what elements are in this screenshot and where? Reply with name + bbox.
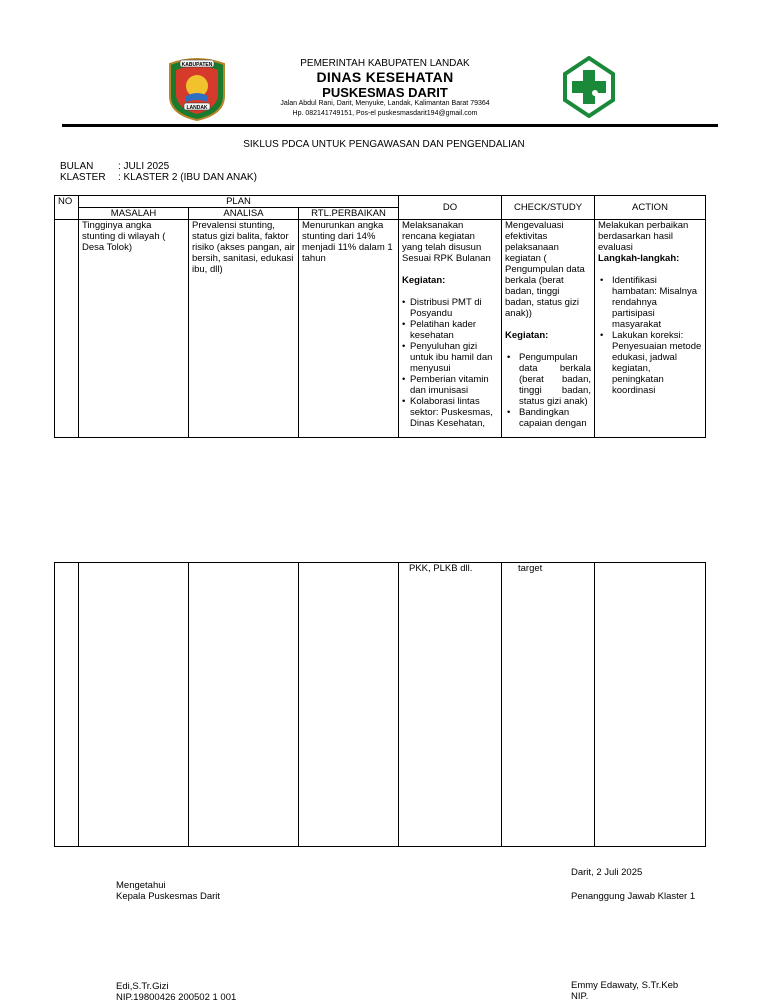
header-action: ACTION	[595, 196, 706, 220]
header-department: DINAS KESEHATAN	[316, 69, 454, 85]
header-check: CHECK/STUDY	[502, 196, 595, 220]
do-intro: Melaksanakan rencana kegiatan yang telah disusun Sesuai RPK Bulanan	[402, 220, 491, 264]
pdca-table	[54, 195, 706, 438]
klaster-label: KLASTER	[60, 172, 106, 183]
header-analisa: ANALISA	[189, 208, 299, 220]
list-item: • Lakukan koreksi: Penyesuaian metode edukasi, jadwal kegiatan, peningkatan koordinasi	[612, 330, 702, 396]
header-address: Jalan Abdul Rani, Darit, Menyuke, Landak, Kalimantan Barat 79364	[280, 100, 490, 107]
list-item: • Pengumpulan data berkala (berat badan, tinggi badan, status gizi anak)	[519, 352, 591, 407]
header-no: NO	[55, 196, 79, 220]
pdca-table-continuation	[54, 562, 706, 847]
bulan-value: : JULI 2025	[118, 161, 170, 172]
check-intro: Mengevaluasi efektivitas pelaksanaan kegiatan ( Pengumpulan data berkala (berat badan, tinggi badan, status gizi anak))	[505, 220, 585, 319]
cell-check-continued: target	[502, 563, 595, 847]
list-item: • Bandingkan capaian dengan	[519, 407, 591, 429]
table-row	[55, 220, 706, 438]
list-item: • Pelatihan kader kesehatan	[410, 319, 498, 341]
header-rtl: RTL.PERBAIKAN	[299, 208, 399, 220]
puskesmas-cross-logo	[562, 56, 616, 118]
cell-check	[502, 220, 595, 438]
list-item: • Kolaborasi lintas sektor: Puskesmas, Dinas Kesehatan,	[410, 396, 498, 429]
list-item: • Distribusi PMT di Posyandu	[410, 297, 498, 319]
cell-no	[55, 563, 79, 847]
cell-masalah: Tingginya angka stunting di wilayah ( Desa Tolok)	[79, 220, 189, 438]
header-government: PEMERINTAH KABUPATEN LANDAK	[300, 58, 470, 69]
klaster-value: : KLASTER 2 (IBU DAN ANAK)	[118, 172, 257, 183]
list-item: • Penyuluhan gizi untuk ibu hamil dan menyusui	[410, 341, 498, 374]
svg-text:LANDAK: LANDAK	[186, 105, 208, 111]
signature-left-nip: NIP.19800426 200502 1 001	[116, 992, 237, 1003]
cell-no	[55, 220, 79, 438]
cell-action	[595, 220, 706, 438]
document-title: SIKLUS PDCA UNTUK PENGAWASAN DAN PENGENDALIAN	[243, 139, 525, 150]
header-do: DO	[399, 196, 502, 220]
list-item: • Pemberian vitamin dan imunisasi	[410, 374, 498, 396]
header-masalah: MASALAH	[79, 208, 189, 220]
signature-left-line2: Kepala Puskesmas Darit	[116, 891, 221, 902]
action-list	[598, 275, 702, 396]
do-kegiatan-label: Kegiatan:	[402, 275, 446, 286]
header-divider	[62, 124, 718, 127]
check-list	[505, 352, 591, 429]
signature-left-line1: Mengetahui	[116, 880, 166, 891]
signature-date: Darit, 2 Juli 2025	[571, 867, 643, 878]
list-item: • Identifikasi hambatan: Misalnya rendahnya partisipasi masyarakat	[612, 275, 702, 330]
cell-analisa	[189, 563, 299, 847]
signature-left-name: Edi,S.Tr.Gizi	[116, 981, 169, 992]
cell-masalah	[79, 563, 189, 847]
action-steps-label: Langkah-langkah:	[598, 253, 680, 264]
svg-text:KABUPATEN: KABUPATEN	[181, 62, 213, 68]
signature-right-title: Penanggung Jawab Klaster 1	[571, 891, 696, 902]
signature-right-nip: NIP.	[571, 991, 589, 1002]
check-kegiatan-label: Kegiatan:	[505, 330, 549, 341]
cell-do-continued: PKK, PLKB dll.	[399, 563, 502, 847]
cell-do	[399, 220, 502, 438]
cell-rtl: Menurunkan angka stunting dari 14% menjadi 11% dalam 1 tahun	[299, 220, 399, 438]
bulan-label: BULAN	[60, 161, 94, 172]
header-plan: PLAN	[79, 196, 399, 208]
cell-rtl	[299, 563, 399, 847]
action-intro: Melakukan perbaikan berdasarkan hasil evaluasi	[598, 220, 689, 253]
kabupaten-landak-logo	[166, 56, 228, 122]
table-row	[55, 563, 706, 847]
cell-action	[595, 563, 706, 847]
cell-analisa: Prevalensi stunting, status gizi balita, faktor risiko (akses pangan, air bersih, sanitasi, edukasi ibu, dll)	[189, 220, 299, 438]
do-list	[402, 297, 498, 429]
header-contact: Hp. 082141749151, Pos-el puskesmasdarit194@gmail.com	[292, 110, 478, 117]
signature-right-name: Emmy Edawaty, S.Tr.Keb	[571, 980, 679, 991]
header-puskesmas: PUSKESMAS DARIT	[322, 85, 448, 100]
